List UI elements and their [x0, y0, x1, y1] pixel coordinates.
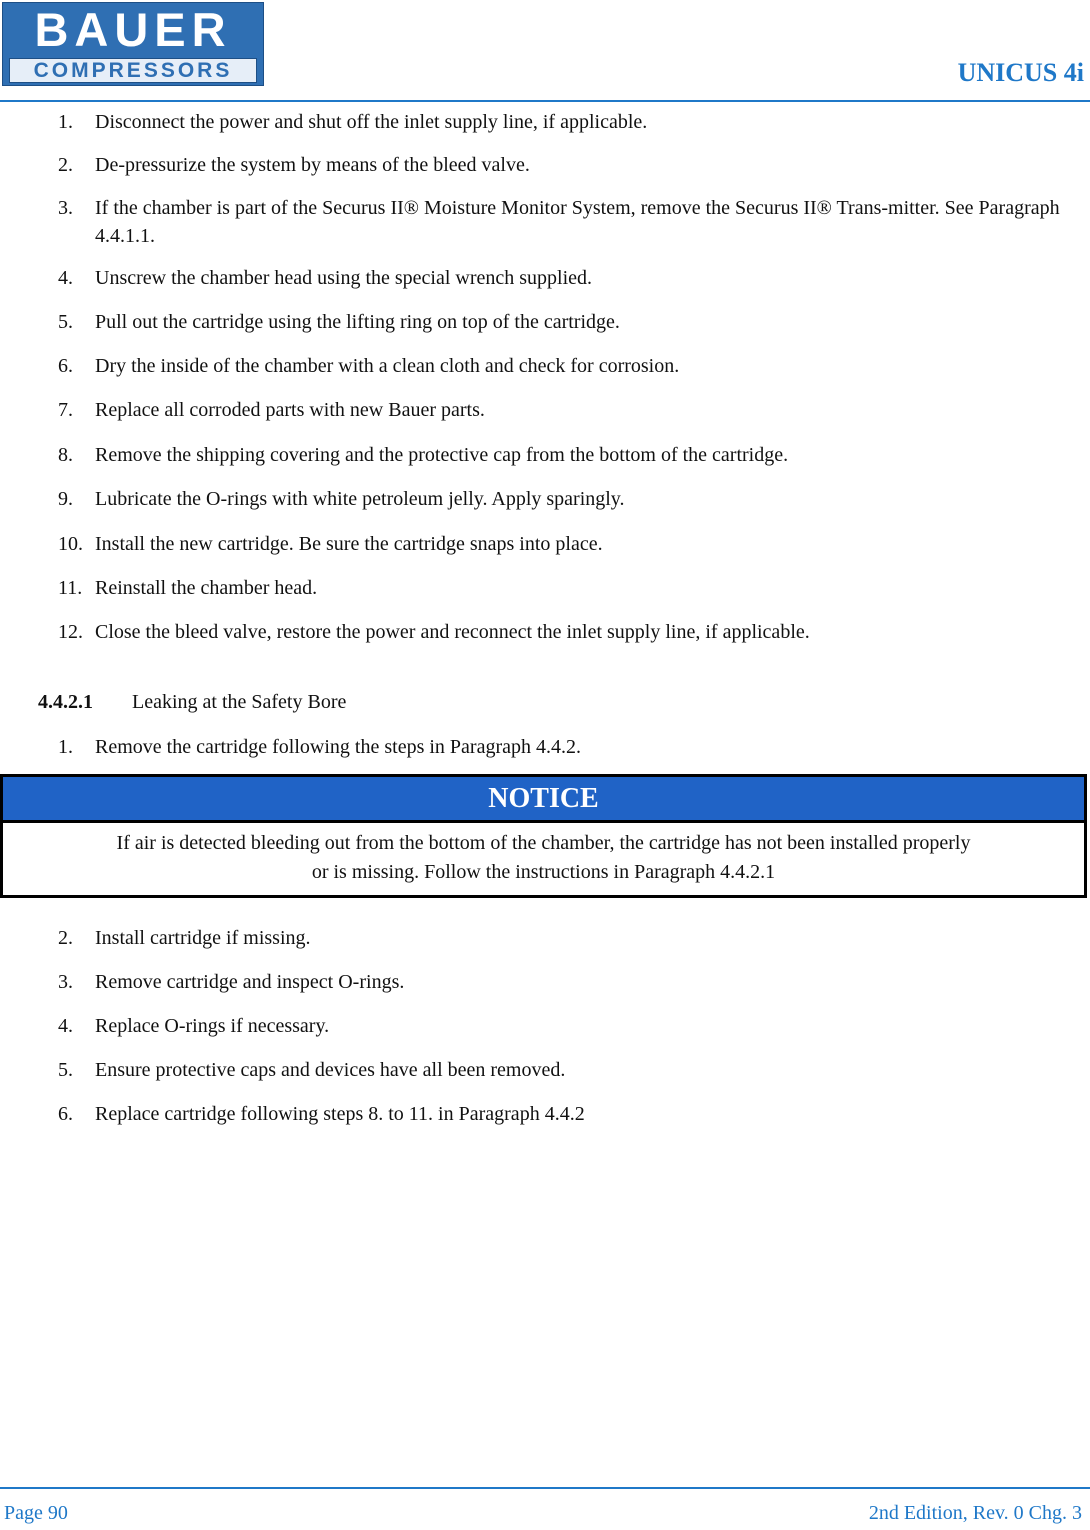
- step-number: 1.: [58, 736, 73, 758]
- notice-line: If air is detected bleeding out from the bottom of the chamber, the cartridge has not been installed properly: [116, 832, 971, 854]
- step-text: Dry the inside of the chamber with a clean cloth and check for corrosion.: [95, 355, 680, 377]
- step-number: 9.: [58, 488, 73, 510]
- step-text: Lubricate the O-rings with white petroleum jelly. Apply sparingly.: [95, 488, 625, 510]
- edition-info: 2nd Edition, Rev. 0 Chg. 3: [868, 1502, 1082, 1524]
- section-title: Leaking at the Safety Bore: [132, 691, 347, 713]
- step-text: If the chamber is part of the Securus II® Moisture Monitor System, remove the Securus II® Trans-mitter. See Paragraph 4.4.1.1.: [95, 197, 1060, 247]
- step-text: Replace cartridge following steps 8. to 11. in Paragraph 4.4.2: [95, 1103, 585, 1125]
- step-number: 3.: [58, 971, 73, 993]
- page-number: Page 90: [4, 1502, 68, 1524]
- step-number: 6.: [58, 1103, 73, 1125]
- step-text: Close the bleed valve, restore the power and reconnect the inlet supply line, if applicable.: [95, 621, 810, 643]
- step-number: 7.: [58, 399, 73, 421]
- step-text: Install the new cartridge. Be sure the cartridge snaps into place.: [95, 533, 603, 555]
- step-number: 4.: [58, 1015, 73, 1037]
- step-number: 5.: [58, 1059, 73, 1081]
- step-number: 12.: [58, 621, 83, 643]
- step-text: Disconnect the power and shut off the inlet supply line, if applicable.: [95, 111, 648, 133]
- step-text: Remove cartridge and inspect O-rings.: [95, 971, 405, 993]
- step-number: 10.: [58, 533, 83, 555]
- step-number: 2.: [58, 927, 73, 949]
- notice-heading: NOTICE: [3, 777, 1084, 823]
- step-text: Remove the shipping covering and the protective cap from the bottom of the cartridge.: [95, 444, 789, 466]
- document-title: UNICUS 4i: [957, 58, 1084, 87]
- step-text: Install cartridge if missing.: [95, 927, 311, 949]
- notice-text: [3, 829, 1084, 887]
- step-text: De-pressurize the system by means of the bleed valve.: [95, 154, 530, 176]
- footer-divider: [0, 1487, 1090, 1489]
- step-text: Replace all corroded parts with new Bauer parts.: [95, 399, 485, 421]
- step-number: 8.: [58, 444, 73, 466]
- section-heading: [38, 688, 347, 716]
- step-number: 11.: [58, 577, 83, 599]
- logo-subtitle: COMPRESSORS: [9, 58, 257, 83]
- header-divider: [0, 100, 1090, 102]
- step-text: Pull out the cartridge using the lifting ring on top of the cartridge.: [95, 311, 620, 333]
- step-text: Remove the cartridge following the steps in Paragraph 4.4.2.: [95, 736, 581, 758]
- step-text: Replace O-rings if necessary.: [95, 1015, 330, 1037]
- step-text: Ensure protective caps and devices have all been removed.: [95, 1059, 566, 1081]
- step-number: 3.: [58, 197, 73, 219]
- step-number: 6.: [58, 355, 73, 377]
- notice-box: [0, 774, 1087, 898]
- step-text: Unscrew the chamber head using the special wrench supplied.: [95, 267, 593, 289]
- step-number: 1.: [58, 111, 73, 133]
- step-number: 2.: [58, 154, 73, 176]
- step-number: 4.: [58, 267, 73, 289]
- step-number: 5.: [58, 311, 73, 333]
- logo-wordmark: BAUER: [34, 2, 232, 56]
- notice-line: or is missing. Follow the instructions in Paragraph 4.4.2.1: [311, 861, 776, 883]
- section-number: 4.4.2.1: [38, 691, 93, 713]
- bauer-logo: [2, 2, 264, 86]
- step-text: Reinstall the chamber head.: [95, 577, 318, 599]
